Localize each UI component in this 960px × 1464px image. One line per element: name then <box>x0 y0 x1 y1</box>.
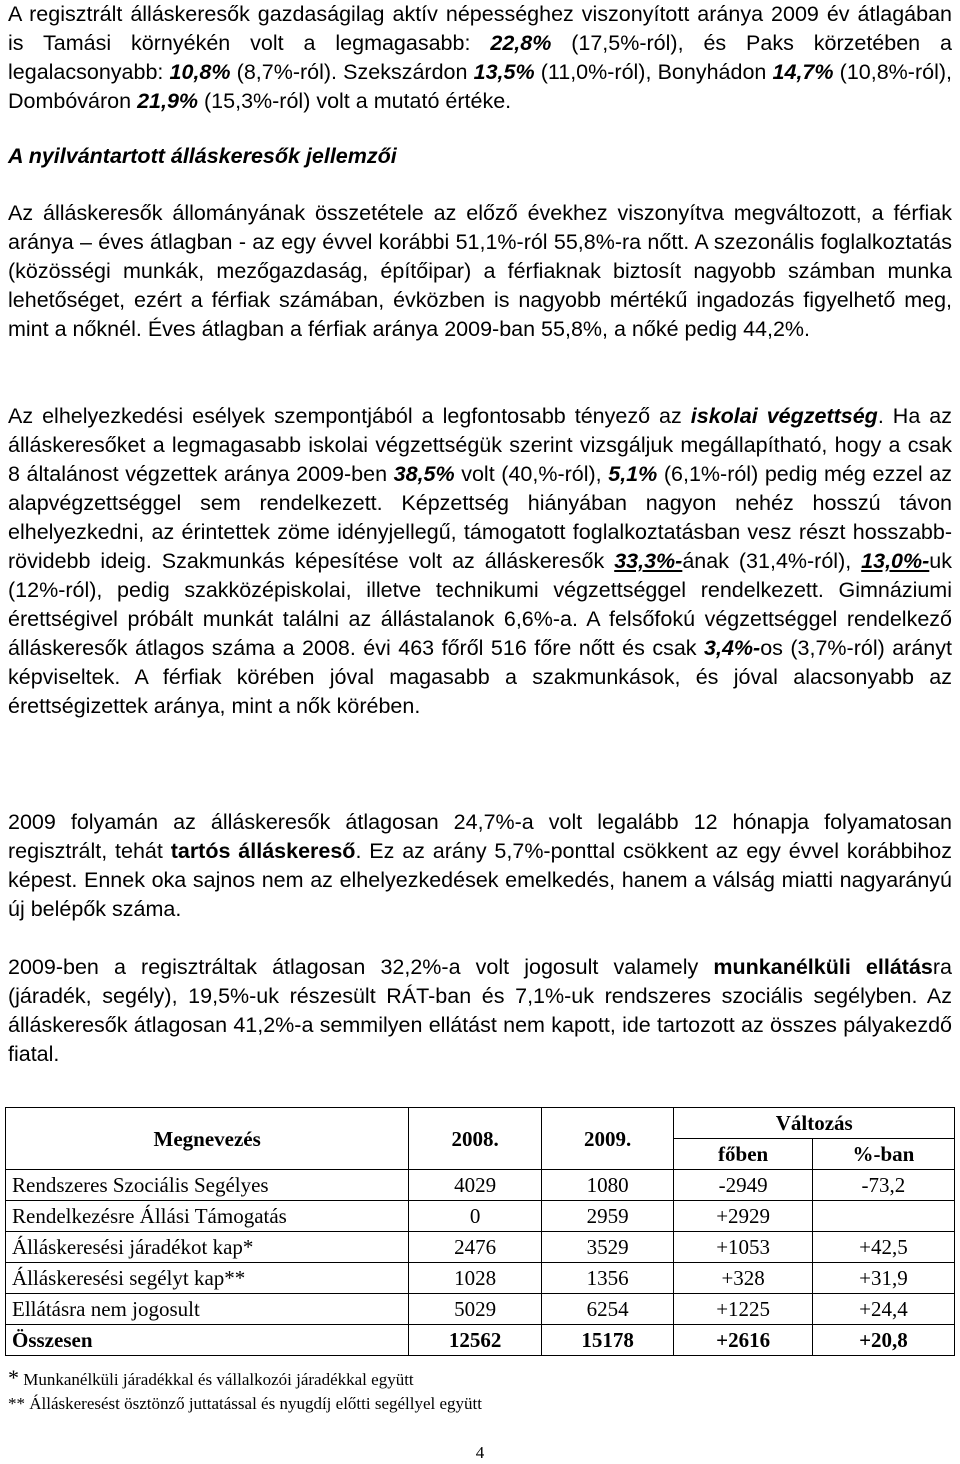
highlight-value: 5,1% <box>608 462 658 486</box>
cell-name: Összesen <box>6 1325 409 1356</box>
paragraph-long-term <box>8 808 952 924</box>
highlight-value: 22,8% <box>490 31 552 55</box>
text-run: . Ha az álláskeresőket a legmagasabb iskolai végzettségük szerint vizsgáljuk megállapítható, hogy a csak 8 általánost végzettek aránya 2009-ben <box>8 404 952 486</box>
section-heading: A nyilvántartott álláskeresők jellemzői <box>8 144 397 168</box>
cell-2008: 1028 <box>409 1263 542 1294</box>
cell-change-persons: +1053 <box>674 1232 812 1263</box>
cell-change-percent: +31,9 <box>812 1263 954 1294</box>
cell-2009: 1080 <box>541 1170 674 1201</box>
text-run: (17,5%-ról), és Paks körzetében a legalacsonyabb: <box>8 31 953 84</box>
text-run: . Ez az arány 5,7%-ponttal csökkent az egy évvel korábbihoz képest. Ennek oka sajnos nem az elhelyezkedések emelkedés, hanem a válság miatti nagyarányú új belépők száma. <box>8 839 953 921</box>
cell-2009: 6254 <box>541 1294 674 1325</box>
cell-change-percent: +24,4 <box>812 1294 954 1325</box>
cell-change-persons: +1225 <box>674 1294 812 1325</box>
cell-2008: 2476 <box>409 1232 542 1263</box>
table-row <box>6 1294 955 1325</box>
cell-2009: 2959 <box>541 1201 674 1232</box>
text-run: (15,3%-ról) volt a mutató értéke. <box>198 89 512 113</box>
cell-2009: 1356 <box>541 1263 674 1294</box>
cell-2009: 15178 <box>541 1325 674 1356</box>
text-run: A regisztrált álláskeresők gazdaságilag aktív népességhez viszonyított aránya 2009 év átlagában is Tamási környékén volt a legmagasabb: <box>8 2 952 55</box>
page-number: 4 <box>475 1443 485 1462</box>
cell-2008: 4029 <box>409 1170 542 1201</box>
footnote-text: Álláskeresést ösztönző juttatással és nyugdíj előtti segéllyel együtt <box>25 1394 483 1413</box>
header-percent: %-ban <box>812 1139 954 1170</box>
text-run: (8,7%-ról). Szekszárdon <box>230 60 474 84</box>
cell-2009: 3529 <box>541 1232 674 1263</box>
cell-2008: 12562 <box>409 1325 542 1356</box>
cell-change-percent <box>812 1201 954 1232</box>
text-run: uk (12%-ról), pedig szakközépiskolai, illetve technikumi végzettséggel rendelkezett. Gimnáziumi érettségivel próbált munkát találni az állástalanok 6,6%-a. A felsőfokú végzettséggel rendelkező álláskeresők átlagos száma a 2008. évi 463 főről 516 főre nőtt és csak <box>8 549 952 660</box>
text-run: (6,1%-ról) pedig még ezzel az alapvégzettséggel sem rendelkezett. Képzettség hiányában nagyon nehéz hosszú távon elhelyezkedni, az érintettek zöme idényjellegű, támogatott foglalkoztatásban vesz részt hosszabb-rövidebb ideig. Szakmunkás képesítése volt az álláskeresők <box>8 462 952 573</box>
header-2008: 2008. <box>409 1108 542 1170</box>
table-row <box>6 1201 955 1232</box>
header-name: Megnevezés <box>6 1108 409 1170</box>
table-header-row <box>6 1108 955 1139</box>
cell-name: Álláskeresési járadékot kap* <box>6 1232 409 1263</box>
header-change: Változás <box>674 1108 955 1139</box>
highlight-term: munkanélküli ellátás <box>713 955 933 979</box>
cell-change-persons: +328 <box>674 1263 812 1294</box>
text-run: os (3,7%-ról) arányt képviseltek. A férfiak körében jóval magasabb a szakmunkások, és jóval alacsonyabb az érettségizettek aránya, mint a nők körében. <box>8 636 952 718</box>
cell-2008: 0 <box>409 1201 542 1232</box>
footnote-text: Munkanélküli járadékkal és vállalkozói járadékkal együtt <box>19 1370 414 1389</box>
text-run: ának (31,4%-ról), <box>682 549 862 573</box>
text-run: (11,0%-ról), Bonyhádon <box>534 60 773 84</box>
highlight-value: 21,9% <box>137 89 199 113</box>
highlight-value: 3,4%- <box>704 636 761 660</box>
header-2009: 2009. <box>541 1108 674 1170</box>
highlight-value: 33,3%- <box>614 549 683 573</box>
text-run: Az álláskeresők állományának összetétele az előző évekhez viszonyítva megváltozott, a férfiak aránya – éves átlagban - az egy évvel korábbi 51,1%-ról 55,8%-ra nőtt. A szezonális foglalkoztatás (közösségi munkák, mezőgazdaság, építőipar) a férfiaknak biztosít nagyobb számban munka lehetőséget, ezért a férfiak számában, évközben is nagyobb mértékű ingadozás figyelhető meg, mint a nőknél. Éves átlagban a férfiak aránya 2009-ban 55,8%, a nőké pedig 44,2%. <box>8 201 952 341</box>
cell-change-persons: +2929 <box>674 1201 812 1232</box>
highlight-value: 13,0%- <box>861 549 930 573</box>
footnote-marker: ** <box>8 1394 25 1413</box>
benefits-table <box>5 1107 955 1356</box>
paragraph-benefits <box>8 953 952 1069</box>
cell-change-percent: -73,2 <box>812 1170 954 1201</box>
highlight-value: 10,8% <box>169 60 231 84</box>
paragraph-education <box>8 402 952 721</box>
text-run: (10,8%-ról), Dombóváron <box>8 60 952 113</box>
paragraph-unemployment-ratio <box>8 0 952 116</box>
highlight-value: 38,5% <box>393 462 455 486</box>
table-row <box>6 1170 955 1201</box>
highlight-value: 13,5% <box>473 60 535 84</box>
cell-name: Álláskeresési segélyt kap** <box>6 1263 409 1294</box>
table-row <box>6 1232 955 1263</box>
text-run: ra (járadék, segély), 19,5%-uk részesült RÁT-ban és 7,1%-uk rendszeres szociális segélyben. Az álláskeresők átlagosan 41,2%-a semmilyen ellátást nem kapott, ide tartozott az összes pályakezdő fiatal. <box>8 955 952 1066</box>
cell-change-percent: +20,8 <box>812 1325 954 1356</box>
text-run: volt (40,%-ról), <box>454 462 609 486</box>
cell-name: Rendszeres Szociális Segélyes <box>6 1170 409 1201</box>
header-persons: főben <box>674 1139 812 1170</box>
paragraph-gender-composition <box>8 199 952 344</box>
cell-change-persons: -2949 <box>674 1170 812 1201</box>
footnote-2 <box>8 1394 482 1414</box>
text-run: Az elhelyezkedési esélyek szempontjából a legfontosabb tényező az <box>8 404 691 428</box>
footnote-marker: * <box>8 1365 19 1390</box>
table-row <box>6 1263 955 1294</box>
cell-change-persons: +2616 <box>674 1325 812 1356</box>
text-run: 2009 folyamán az álláskeresők átlagosan 24,7%-a volt legalább 12 hónapja folyamatosan regisztrált, tehát <box>8 810 952 863</box>
highlight-value: 14,7% <box>772 60 834 84</box>
cell-name: Rendelkezésre Állási Támogatás <box>6 1201 409 1232</box>
highlight-term: tartós álláskereső <box>170 839 356 863</box>
cell-name: Ellátásra nem jogosult <box>6 1294 409 1325</box>
table-total-row <box>6 1325 955 1356</box>
cell-2008: 5029 <box>409 1294 542 1325</box>
text-run: 2009-ben a regisztráltak átlagosan 32,2%-a volt jogosult valamely <box>8 955 714 979</box>
highlight-term: iskolai végzettség <box>690 404 878 428</box>
cell-change-percent: +42,5 <box>812 1232 954 1263</box>
footnote-1 <box>8 1365 414 1390</box>
